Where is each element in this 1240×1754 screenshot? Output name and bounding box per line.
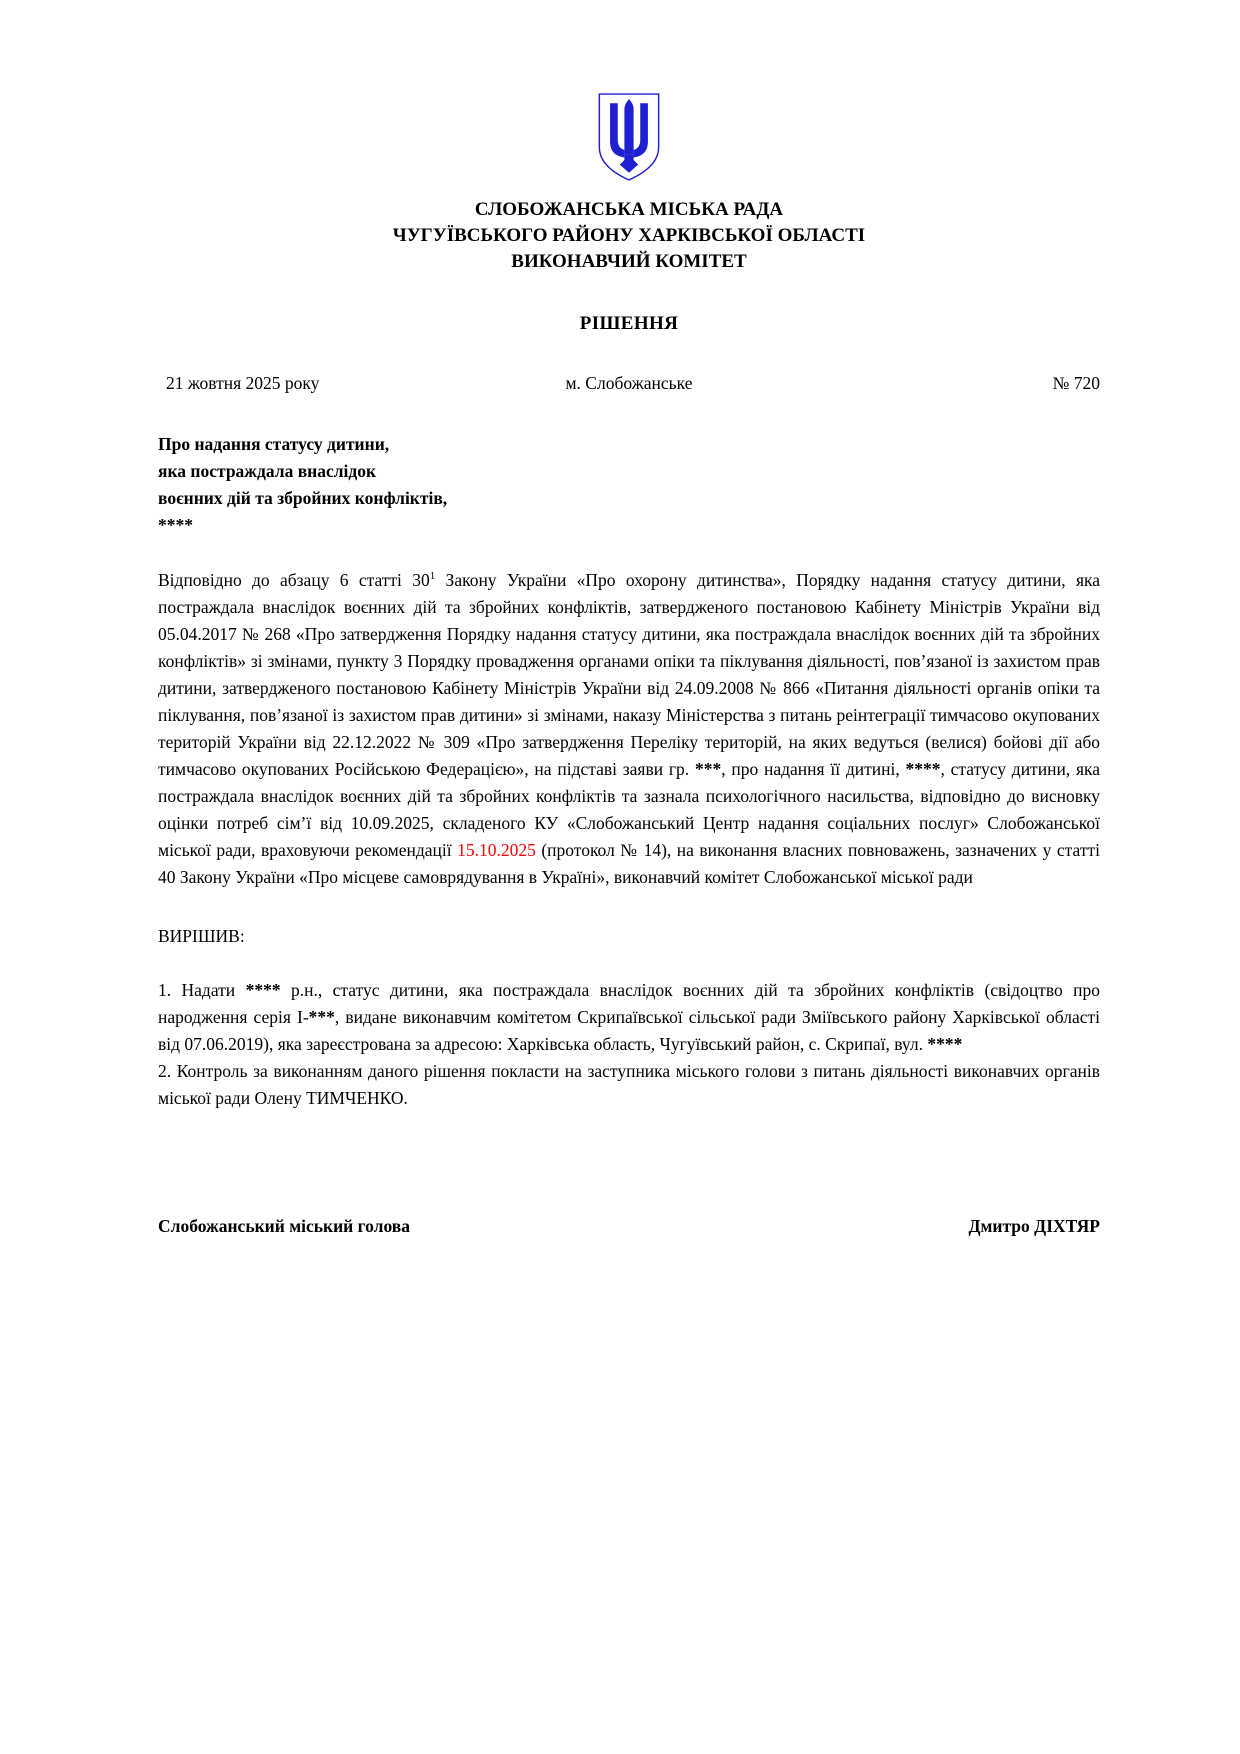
preamble-paragraph [158, 567, 1100, 891]
subject-line-2: яка постраждала внаслідок [158, 461, 377, 481]
meta-row [158, 371, 1100, 395]
recommendation-date-highlight: 15.10.2025 [457, 840, 536, 860]
subject-line-4: **** [158, 515, 193, 535]
preamble-segment: Відповідно до абзацу 6 статті 30 [158, 570, 430, 590]
resolution-item-1 [158, 977, 1100, 1058]
signature-row [158, 1214, 1100, 1238]
doc-type-title: РІШЕННЯ [579, 313, 679, 334]
resolution-item-2: 2. Контроль за виконанням даного рішення покласти на заступника міського голови з питань діяльності виконавчих органів міської ради Олену ТИМЧЕНКО. [158, 1061, 1100, 1108]
preamble-segment: , статусу дитини, яка постраждала внаслідок воєнних дій та збройних конфліктів та зазнала психологічного насильства, відповідно до висновку оцінки потреб сім’ї від 10.09.2025, складеного КУ «Слобожанський Центр надання соціальних послуг» Слобожанської міської ради, враховуючи рекомендації [158, 759, 1101, 860]
redacted-street: **** [927, 1034, 963, 1054]
org-name-line3: ВИКОНАВЧИЙ КОМІТЕТ [511, 251, 747, 272]
redacted-certificate-number: *** [308, 1007, 335, 1027]
subject-block [158, 431, 1100, 539]
resolved-label: ВИРІШИВ: [158, 926, 245, 946]
subject-line-1: Про надання статусу дитини, [158, 434, 390, 454]
preamble-superscript: 1 [429, 570, 436, 583]
item1-segment: , видане виконавчим комітетом Скрипаївської сільської ради Зміївського району Харківської області від 07.06.2019), яка зареєстрована за адресою: Харківська область, Чугуївський район, с. Скрипаї, вул. [158, 1007, 1100, 1054]
doc-number: № 720 [1052, 373, 1100, 393]
preamble-segment: (протокол № 14), на виконання власних повноважень, зазначених у статті 40 Закону України «Про місцеве самоврядування в Україні», виконавчий комітет Слобожанської міської ради [158, 840, 1100, 887]
doc-place: м. Слобожанське [565, 373, 693, 393]
org-name-line1: СЛОБОЖАНСЬКА МІСЬКА РАДА [474, 199, 784, 220]
preamble-segment: Закону України «Про охорону дитинства», Порядку надання статусу дитини, яка постраждала внаслідок воєнних дій та збройних конфліктів, затвердженого постановою Кабінету Міністрів України від 05.04.2017 № 268 «Про затвердження Порядку надання статусу дитини, яка постраждала внаслідок воєнних дій та збройних конфліктів» зі змінами, пункту 3 Порядку провадження органами опіки та піклування діяльності, пов’язаної із захистом прав дитини, затвердженого постановою Кабінету Міністрів України від 24.09.2008 № 866 «Питання діяльності органів опіки та піклування, пов’язаної із захистом прав дитини» зі змінами, наказу Міністерства з питань реінтеграції тимчасово окупованих територій України від 22.12.2022 № 309 «Про затвердження Переліку територій, на яких ведуться (велися) бойові дії або тимчасово окупованих Російською Федерацією», на підставі заяви гр. [158, 570, 1100, 779]
signature-title: Слобожанський міський голова [158, 1216, 410, 1236]
org-header [158, 197, 1100, 275]
item1-segment: 1. Надати [158, 980, 246, 1000]
subject-line-3: воєнних дій та збройних конфліктів, [158, 488, 448, 508]
signature-name: Дмитро ДІХТЯР [968, 1216, 1100, 1236]
redacted-child-name: **** [905, 759, 941, 779]
doc-date: 21 жовтня 2025 року [166, 373, 320, 393]
resolution-items [158, 977, 1100, 1112]
emblem-container [158, 92, 1100, 189]
ukraine-trident-icon [596, 92, 662, 184]
item1-segment: р.н., статус дитини, яка постраждала внаслідок воєнних дій та збройних конфліктів (свідоцтво про народження серія І- [158, 980, 1100, 1027]
org-name-line2: ЧУГУЇВСЬКОГО РАЙОНУ ХАРКІВСЬКОЇ ОБЛАСТІ [392, 225, 866, 246]
redacted-birthdate: **** [245, 980, 281, 1000]
redacted-applicant-name: *** [694, 759, 722, 779]
preamble-segment: , про надання її дитині, [721, 759, 906, 779]
